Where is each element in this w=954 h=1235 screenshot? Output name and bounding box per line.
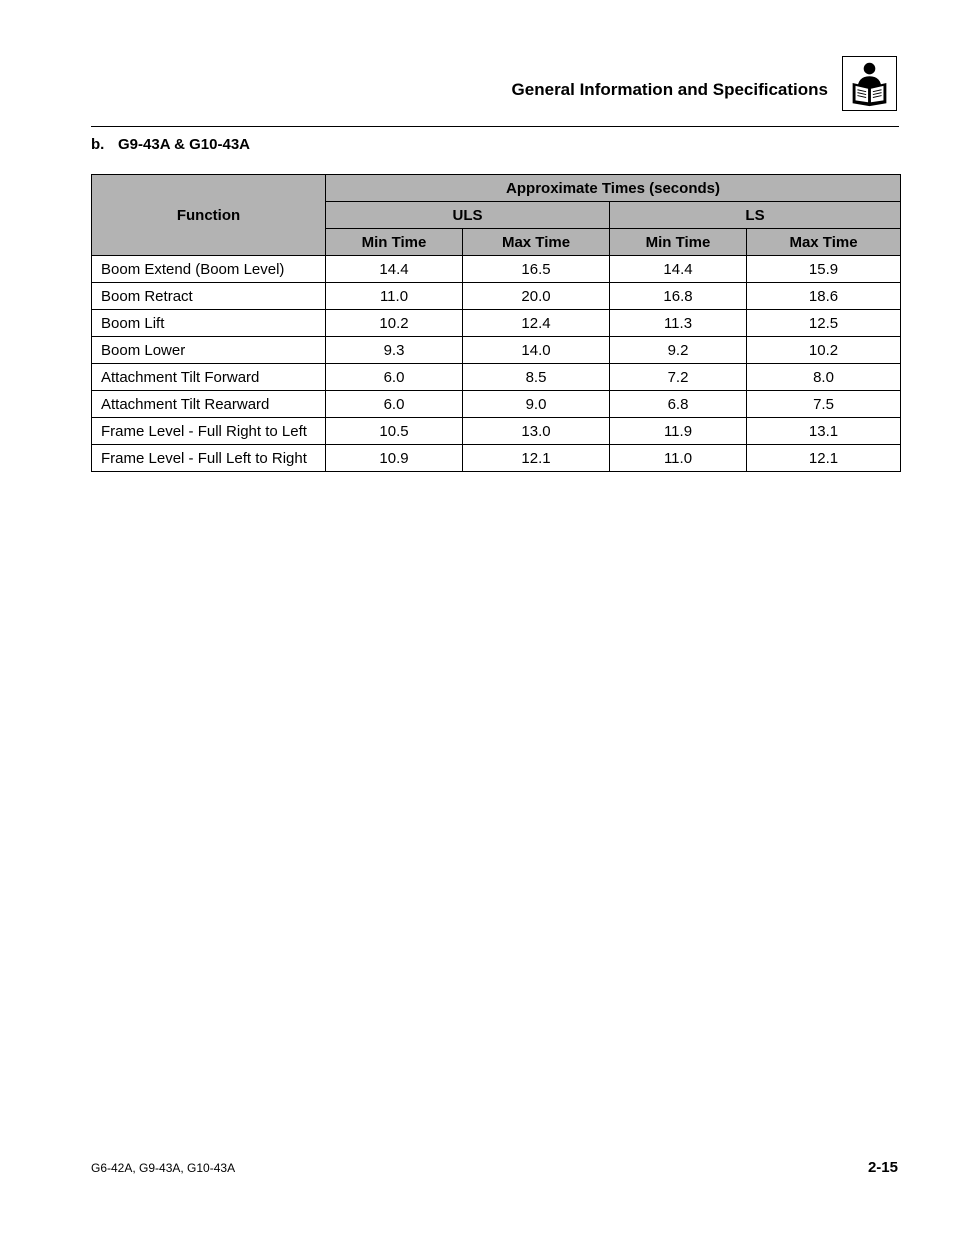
uls-header: ULS xyxy=(326,202,610,229)
ls-min-cell: 6.8 xyxy=(610,391,747,418)
page-number: 2-15 xyxy=(867,1159,898,1176)
function-column-header: Function xyxy=(92,175,326,256)
uls-min-time-header: Min Time xyxy=(326,229,463,256)
uls-min-cell: 14.4 xyxy=(326,256,463,283)
ls-min-cell: 11.0 xyxy=(610,445,747,472)
function-cell: Attachment Tilt Forward xyxy=(92,364,326,391)
table-row xyxy=(92,256,901,283)
ls-max-cell: 12.5 xyxy=(747,310,901,337)
ls-min-cell: 7.2 xyxy=(610,364,747,391)
uls-max-cell: 14.0 xyxy=(463,337,610,364)
uls-max-cell: 8.5 xyxy=(463,364,610,391)
table-row xyxy=(92,364,901,391)
function-cell: Boom Extend (Boom Level) xyxy=(92,256,326,283)
person-reading-manual-icon xyxy=(842,56,897,111)
section-letter: b. xyxy=(91,136,105,153)
uls-max-time-header: Max Time xyxy=(463,229,610,256)
section-heading xyxy=(91,136,250,154)
ls-min-cell: 14.4 xyxy=(610,256,747,283)
ls-min-cell: 11.3 xyxy=(610,310,747,337)
ls-max-cell: 18.6 xyxy=(747,283,901,310)
ls-max-cell: 8.0 xyxy=(747,364,901,391)
function-cell: Boom Lift xyxy=(92,310,326,337)
section-title: G9-43A & G10-43A xyxy=(118,136,250,153)
ls-max-time-header: Max Time xyxy=(747,229,901,256)
approximate-times-header: Approximate Times (seconds) xyxy=(326,175,901,202)
uls-min-cell: 10.5 xyxy=(326,418,463,445)
uls-min-cell: 10.2 xyxy=(326,310,463,337)
cycle-times-table xyxy=(91,174,901,472)
function-cell: Boom Lower xyxy=(92,337,326,364)
table-row xyxy=(92,310,901,337)
ls-max-cell: 7.5 xyxy=(747,391,901,418)
function-cell: Attachment Tilt Rearward xyxy=(92,391,326,418)
table-row xyxy=(92,337,901,364)
ls-max-cell: 15.9 xyxy=(747,256,901,283)
function-cell: Frame Level - Full Right to Left xyxy=(92,418,326,445)
uls-min-cell: 10.9 xyxy=(326,445,463,472)
table-row xyxy=(92,283,901,310)
table-row xyxy=(92,418,901,445)
ls-min-cell: 9.2 xyxy=(610,337,747,364)
ls-header: LS xyxy=(610,202,901,229)
uls-max-cell: 9.0 xyxy=(463,391,610,418)
ls-max-cell: 12.1 xyxy=(747,445,901,472)
uls-max-cell: 13.0 xyxy=(463,418,610,445)
function-cell: Frame Level - Full Left to Right xyxy=(92,445,326,472)
uls-max-cell: 12.4 xyxy=(463,310,610,337)
uls-max-cell: 12.1 xyxy=(463,445,610,472)
header-divider xyxy=(91,126,899,127)
uls-min-cell: 11.0 xyxy=(326,283,463,310)
function-cell: Boom Retract xyxy=(92,283,326,310)
page-header-title: General Information and Specifications xyxy=(511,80,828,99)
uls-max-cell: 16.5 xyxy=(463,256,610,283)
footer-models: G6-42A, G9-43A, G10-43A xyxy=(91,1161,236,1175)
table-row xyxy=(92,445,901,472)
uls-min-cell: 6.0 xyxy=(326,364,463,391)
uls-max-cell: 20.0 xyxy=(463,283,610,310)
uls-min-cell: 9.3 xyxy=(326,337,463,364)
ls-min-cell: 16.8 xyxy=(610,283,747,310)
ls-max-cell: 13.1 xyxy=(747,418,901,445)
table-row xyxy=(92,391,901,418)
ls-min-time-header: Min Time xyxy=(610,229,747,256)
ls-max-cell: 10.2 xyxy=(747,337,901,364)
uls-min-cell: 6.0 xyxy=(326,391,463,418)
ls-min-cell: 11.9 xyxy=(610,418,747,445)
